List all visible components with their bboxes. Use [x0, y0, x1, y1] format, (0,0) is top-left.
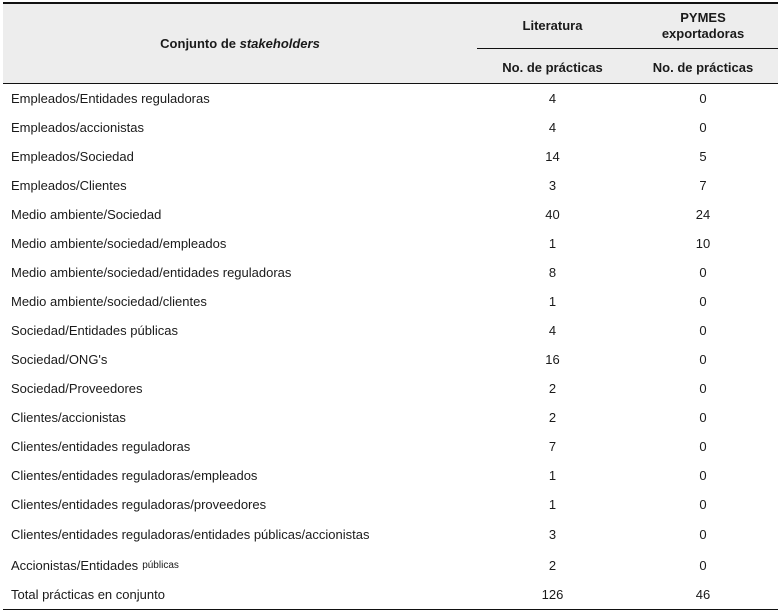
row-literatura: 1 — [548, 497, 557, 512]
row-literatura: 14 — [545, 149, 560, 164]
row-label: Empleados/Sociedad — [11, 149, 134, 164]
row-literatura: 3 — [548, 527, 557, 542]
total-row — [3, 580, 778, 609]
table-row — [3, 432, 778, 461]
header-pymes-line2: exportadoras — [661, 26, 745, 41]
row-pymes: 5 — [699, 149, 707, 164]
total-label: Total prácticas en conjunto — [11, 587, 165, 602]
table-header — [3, 2, 778, 84]
header-divider — [477, 48, 778, 49]
row-pymes: 0 — [699, 497, 707, 512]
row-pymes: 0 — [699, 265, 707, 280]
table-row — [3, 461, 778, 490]
row-literatura: 7 — [548, 439, 557, 454]
table-row — [3, 287, 778, 316]
row-label: Clientes/entidades reguladoras/empleados — [11, 468, 258, 483]
row-literatura: 4 — [548, 323, 557, 338]
header-group-pymes — [628, 4, 778, 48]
table-row — [3, 374, 778, 403]
header-sub-pymes: No. de prácticas — [652, 59, 754, 75]
table-body — [3, 84, 778, 610]
row-pymes: 0 — [699, 91, 707, 106]
row-label: Empleados/Clientes — [11, 178, 127, 193]
row-label: Sociedad/Entidades públicas — [11, 323, 178, 338]
row-label: Clientes/entidades reguladoras — [11, 439, 191, 454]
row-label: Clientes/entidades reguladoras/proveedores — [11, 497, 267, 512]
row-label: Sociedad/Proveedores — [11, 381, 143, 396]
row-label-main: Accionistas/Entidades — [11, 557, 139, 573]
table-row — [3, 200, 778, 229]
table-row — [3, 258, 778, 287]
table-row — [3, 550, 778, 580]
row-literatura: 1 — [548, 236, 557, 251]
total-pymes: 46 — [695, 587, 711, 602]
header-group-literatura: Literatura — [522, 18, 583, 33]
row-label: Clientes/accionistas — [11, 410, 126, 425]
row-label: Medio ambiente/sociedad/empleados — [11, 236, 227, 251]
row-label: Medio ambiente/sociedad/entidades reguladoras — [11, 265, 292, 280]
row-label: Clientes/entidades reguladoras/entidades públicas/accionistas — [11, 527, 370, 542]
table-row — [3, 316, 778, 345]
table-row — [3, 403, 778, 432]
row-literatura: 8 — [548, 265, 557, 280]
header-sub-literatura: No. de prácticas — [502, 59, 603, 75]
table-row — [3, 142, 778, 171]
row-pymes: 0 — [699, 352, 707, 367]
row-pymes: 7 — [699, 178, 707, 193]
row-pymes: 10 — [695, 236, 711, 251]
row-pymes: 0 — [699, 410, 707, 425]
row-pymes: 0 — [699, 557, 707, 573]
row-label-small: públicas — [142, 559, 179, 571]
row-literatura: 4 — [548, 91, 557, 106]
table-row — [3, 519, 778, 550]
table-row — [3, 84, 778, 113]
row-literatura: 2 — [548, 557, 557, 573]
row-literatura: 1 — [548, 294, 557, 309]
row-pymes: 0 — [699, 439, 707, 454]
table-row — [3, 229, 778, 258]
row-label: Medio ambiente/sociedad/clientes — [11, 294, 207, 309]
table-row — [3, 171, 778, 200]
row-pymes: 24 — [695, 207, 711, 222]
stakeholders-table — [3, 2, 778, 610]
row-label: Empleados/Entidades reguladoras — [11, 91, 210, 106]
header-col0-italic: stakeholders — [239, 36, 320, 51]
row-literatura: 1 — [548, 468, 557, 483]
table-row — [3, 490, 778, 519]
table-row — [3, 345, 778, 374]
row-literatura: 2 — [548, 381, 557, 396]
row-label: Empleados/accionistas — [11, 120, 144, 135]
row-literatura: 3 — [548, 178, 557, 193]
header-conjunto-stakeholders — [3, 4, 477, 83]
row-label: Medio ambiente/Sociedad — [11, 207, 162, 222]
row-literatura: 16 — [545, 352, 560, 367]
row-pymes: 0 — [699, 294, 707, 309]
total-literatura: 126 — [541, 587, 564, 602]
header-col0-prefix: Conjunto de — [160, 36, 236, 51]
row-pymes: 0 — [699, 323, 707, 338]
row-pymes: 0 — [699, 120, 707, 135]
row-label — [11, 550, 477, 580]
row-pymes: 0 — [699, 381, 707, 396]
row-label: Sociedad/ONG's — [11, 352, 108, 367]
header-pymes-line1: PYMES — [680, 10, 726, 25]
row-literatura: 4 — [548, 120, 557, 135]
row-literatura: 2 — [548, 410, 557, 425]
table-row — [3, 113, 778, 142]
row-literatura: 40 — [545, 207, 560, 222]
row-pymes: 0 — [699, 527, 707, 542]
row-pymes: 0 — [699, 468, 707, 483]
